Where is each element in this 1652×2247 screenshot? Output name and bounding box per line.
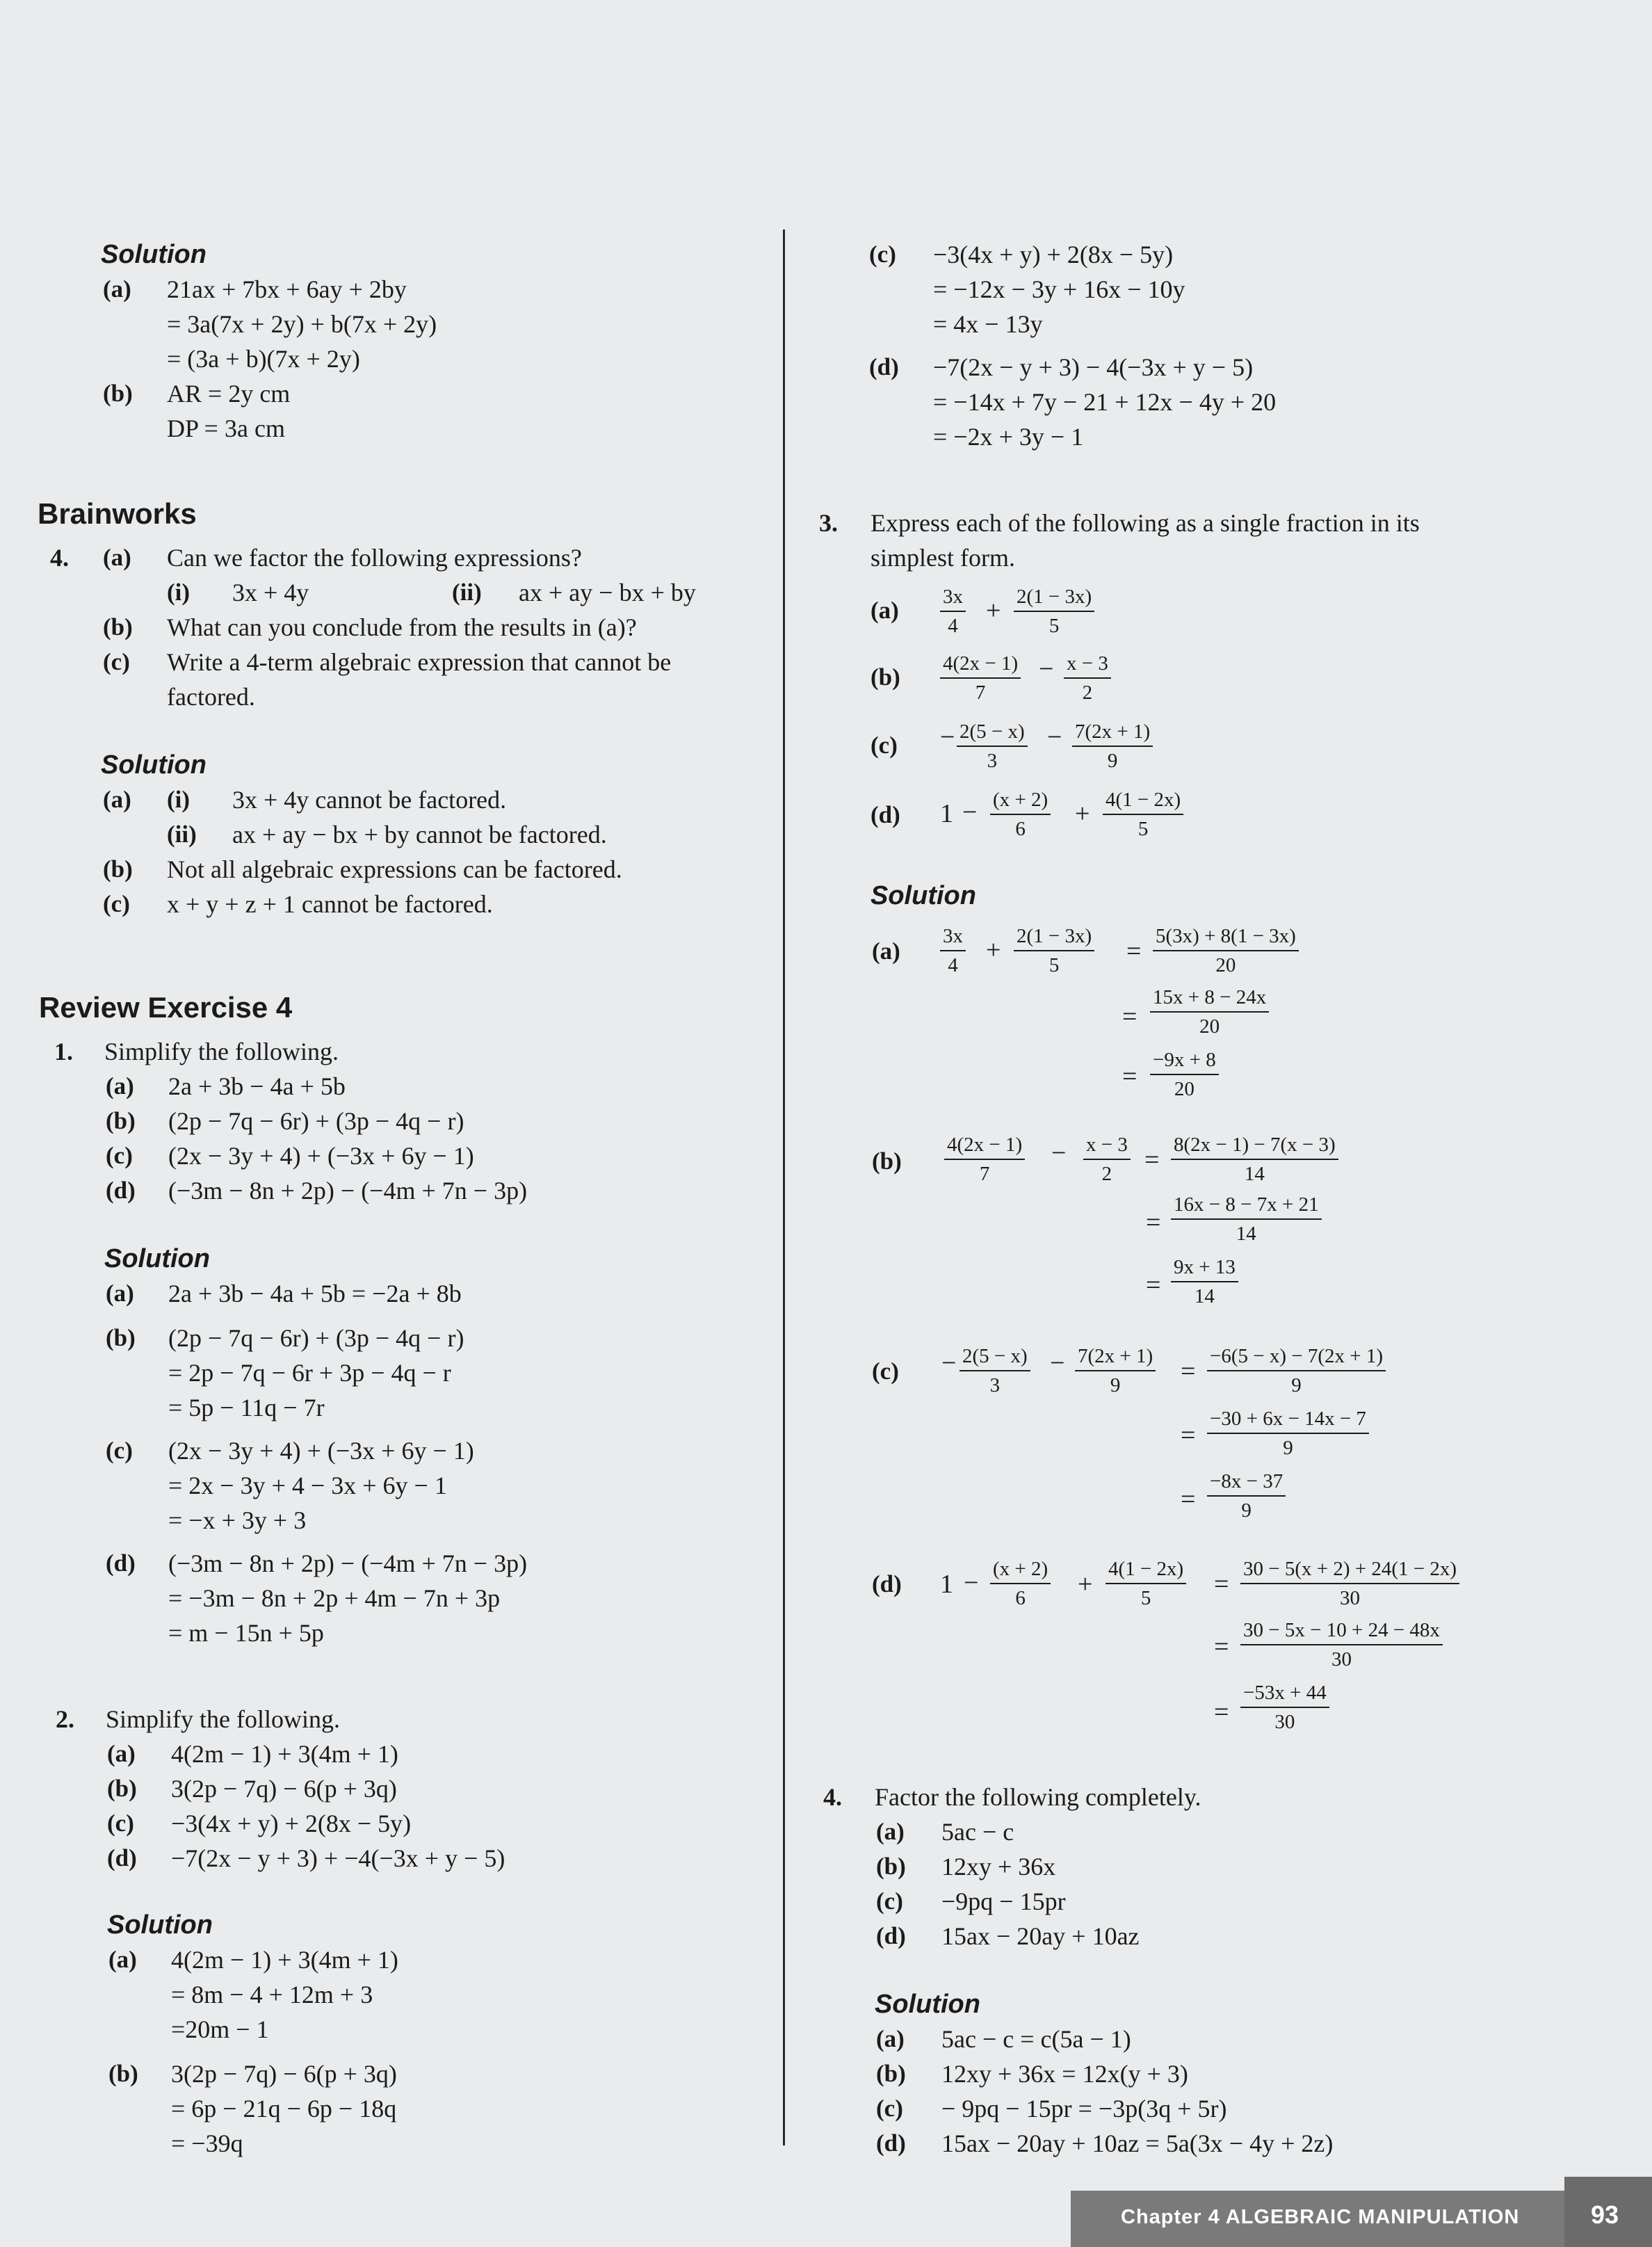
- operator: =: [1146, 1208, 1161, 1237]
- part-label: (b): [876, 1853, 906, 1880]
- question-text: simplest form.: [870, 544, 1015, 572]
- fraction: 16x − 8 − 7x + 21 14: [1171, 1192, 1322, 1246]
- operator: −: [964, 1568, 979, 1597]
- math-line: 5ac − c = c(5a − 1): [941, 2025, 1131, 2053]
- fraction: 7(2x + 1) 9: [1072, 719, 1153, 773]
- fraction: 3x 4: [940, 924, 966, 978]
- math-line: = 4x − 13y: [933, 310, 1043, 338]
- solution-heading: Solution: [870, 881, 976, 910]
- math-line: 3(2p − 7q) − 6(p + 3q): [171, 1775, 397, 1803]
- math-line: − 9pq − 15pr = −3p(3q + 5r): [941, 2095, 1227, 2123]
- fraction: x − 3 2: [1083, 1132, 1131, 1186]
- fraction: 7(2x + 1) 9: [1075, 1344, 1156, 1398]
- question-number: 4.: [50, 544, 69, 572]
- math-line: = 6p − 21q − 6p − 18q: [171, 2095, 397, 2123]
- math-line: 15ax − 20ay + 10az = 5a(3x − 4y + 2z): [941, 2129, 1334, 2157]
- part-label: (b): [103, 613, 133, 641]
- fraction: −30 + 6x − 14x − 7 9: [1207, 1406, 1369, 1460]
- math-line: (−3m − 8n + 2p) − (−4m + 7n − 3p): [168, 1177, 528, 1205]
- operator: =: [1214, 1698, 1229, 1727]
- fraction: 2(1 − 3x) 5: [1014, 924, 1094, 978]
- operator: −: [940, 723, 955, 752]
- chapter-label: Chapter 4: [1121, 2206, 1220, 2228]
- fraction: 2(5 − x) 3: [957, 719, 1028, 773]
- math-line: 3x + 4y: [232, 579, 309, 606]
- solution-heading: Solution: [101, 750, 206, 780]
- operator: =: [1144, 1145, 1160, 1175]
- part-label: (a): [103, 544, 131, 571]
- fraction: −9x + 8 20: [1150, 1047, 1219, 1102]
- math-line: 5ac − c: [941, 1818, 1014, 1846]
- page-number: 93: [1591, 2200, 1619, 2229]
- fraction: 4(1 − 2x) 5: [1103, 787, 1183, 841]
- math-line: = −2x + 3y − 1: [933, 423, 1084, 451]
- part-label: (d): [869, 353, 899, 380]
- solution-heading: Solution: [107, 1910, 213, 1940]
- fraction: 2(1 − 3x) 5: [1014, 584, 1094, 638]
- operator: =: [1214, 1570, 1229, 1599]
- solution-heading: Solution: [104, 1244, 210, 1273]
- operator: =: [1181, 1421, 1196, 1450]
- part-label: (a): [103, 786, 131, 813]
- part-label: (a): [870, 597, 899, 624]
- part-label: (a): [876, 1818, 905, 1845]
- part-label: (c): [876, 1887, 903, 1915]
- fraction: −8x − 37 9: [1207, 1469, 1286, 1523]
- math-line: AR = 2y cm: [167, 380, 291, 408]
- part-label: (b): [107, 1775, 137, 1802]
- math-line: 12xy + 36x = 12x(y + 3): [941, 2060, 1188, 2088]
- math-line: = 8m − 4 + 12m + 3: [171, 1981, 373, 2008]
- answer-text: ax + ay − bx + by cannot be factored.: [232, 821, 607, 848]
- math-line: = 2p − 7q − 6r + 3p − 4q − r: [168, 1359, 451, 1387]
- part-label: (a): [108, 1946, 137, 1973]
- part-label: (d): [872, 1570, 902, 1597]
- part-label: (c): [103, 648, 130, 675]
- math-line: =20m − 1: [171, 2015, 269, 2043]
- part-label: (a): [103, 275, 131, 303]
- answer-text: 3x + 4y cannot be factored.: [232, 786, 507, 814]
- math-line: = 5p − 11q − 7r: [168, 1394, 325, 1422]
- fraction: 15x + 8 − 24x 20: [1150, 985, 1269, 1039]
- math-line: (−3m − 8n + 2p) − (−4m + 7n − 3p): [168, 1549, 528, 1577]
- part-label: (ii): [452, 579, 482, 606]
- operator: =: [1126, 937, 1142, 966]
- operator: =: [1214, 1632, 1229, 1661]
- question-text: Simplify the following.: [104, 1038, 339, 1065]
- operator: −: [962, 798, 978, 827]
- question-number: 3.: [819, 509, 838, 537]
- math-line: = −39q: [171, 2129, 243, 2157]
- part-label: (b): [103, 855, 133, 883]
- part-label: (c): [103, 890, 130, 917]
- operator: +: [986, 596, 1001, 625]
- question-text: What can you conclude from the results in (a)?: [167, 613, 637, 641]
- operator: +: [1075, 799, 1090, 828]
- math-line: 2a + 3b − 4a + 5b = −2a + 8b: [168, 1280, 462, 1307]
- part-label: (b): [106, 1324, 136, 1351]
- fraction: (x + 2) 6: [990, 787, 1051, 841]
- part-label: (a): [106, 1072, 134, 1100]
- operator: =: [1122, 1002, 1137, 1031]
- math-line: −7(2x − y + 3) + −4(−3x + y − 5): [171, 1844, 505, 1872]
- chapter-title: [1121, 2206, 1519, 2229]
- operator: −: [1051, 1138, 1067, 1168]
- math-line: 2a + 3b − 4a + 5b: [168, 1072, 346, 1100]
- math-line: (2x − 3y + 4) + (−3x + 6y − 1): [168, 1142, 474, 1170]
- part-label: (d): [106, 1549, 136, 1577]
- math-line: = (3a + b)(7x + 2y): [167, 345, 360, 373]
- part-label: (d): [876, 1922, 906, 1949]
- operator: +: [1078, 1570, 1093, 1599]
- part-label: (ii): [167, 821, 197, 848]
- math-line: = 2x − 3y + 4 − 3x + 6y − 1: [168, 1472, 447, 1499]
- fraction: 3x 4: [940, 584, 966, 638]
- fraction: 5(3x) + 8(1 − 3x) 20: [1153, 924, 1299, 978]
- part-label: (d): [107, 1844, 137, 1871]
- part-label: (d): [876, 2129, 906, 2157]
- math-line: = m − 15n + 5p: [168, 1619, 324, 1647]
- part-label: (a): [872, 937, 900, 965]
- math-line: = −12x − 3y + 16x − 10y: [933, 275, 1185, 303]
- part-label: (d): [106, 1177, 136, 1204]
- part-label: (c): [869, 241, 896, 268]
- math-line: 3(2p − 7q) − 6(p + 3q): [171, 2060, 397, 2088]
- question-number: 1.: [54, 1038, 73, 1065]
- solution-heading: Solution: [101, 240, 206, 269]
- fraction: −53x + 44 30: [1240, 1680, 1329, 1734]
- solution-heading: Solution: [875, 1990, 980, 2019]
- math-line: ax + ay − bx + by: [519, 579, 696, 606]
- question-text: Factor the following completely.: [875, 1783, 1201, 1811]
- part-label: (i): [167, 579, 191, 606]
- column-divider: [783, 229, 785, 2145]
- answer-text: Not all algebraic expressions can be factored.: [167, 855, 622, 883]
- part-label: (b): [106, 1107, 136, 1134]
- answer-text: x + y + z + 1 cannot be factored.: [167, 890, 493, 918]
- math-line: (2x − 3y + 4) + (−3x + 6y − 1): [168, 1437, 474, 1465]
- question-text: Can we factor the following expressions?: [167, 544, 582, 572]
- operator: −: [1047, 723, 1062, 752]
- fraction: 30 − 5x − 10 + 24 − 48x 30: [1240, 1618, 1443, 1672]
- question-text: factored.: [167, 683, 255, 711]
- math-line: 4(2m − 1) + 3(4m + 1): [171, 1740, 398, 1768]
- operator: −: [1050, 1348, 1065, 1378]
- math-line: (2p − 7q − 6r) + (3p − 4q − r): [168, 1324, 464, 1352]
- part-label: (a): [876, 2025, 905, 2052]
- chapter-name: ALGEBRAIC MANIPULATION: [1225, 2206, 1520, 2228]
- fraction: 4(2x − 1) 7: [940, 651, 1021, 705]
- part-label: (i): [167, 786, 191, 813]
- part-label: (a): [107, 1740, 136, 1767]
- question-number: 2.: [56, 1705, 74, 1733]
- part-label: (b): [108, 2060, 138, 2087]
- operator: −: [1039, 654, 1054, 684]
- question-text: Write a 4-term algebraic expression that cannot be: [167, 648, 672, 676]
- part-label: (c): [872, 1358, 899, 1385]
- operator: =: [1122, 1062, 1137, 1091]
- question-number: 4.: [823, 1783, 842, 1811]
- math-line: 21ax + 7bx + 6ay + 2by: [167, 275, 407, 303]
- operator: =: [1181, 1357, 1196, 1386]
- part-label: (d): [870, 801, 900, 828]
- fraction: 9x + 13 14: [1171, 1255, 1238, 1309]
- fraction: 8(2x − 1) − 7(x − 3) 14: [1171, 1132, 1338, 1186]
- math-line: = −x + 3y + 3: [168, 1506, 307, 1534]
- part-label: (c): [106, 1142, 133, 1169]
- math-line: −3(4x + y) + 2(8x − 5y): [933, 241, 1174, 268]
- math-line: = 3a(7x + 2y) + b(7x + 2y): [167, 310, 437, 338]
- operator: =: [1181, 1485, 1196, 1514]
- math-line: = −14x + 7y − 21 + 12x − 4y + 20: [933, 388, 1277, 416]
- fraction: 2(5 − x) 3: [959, 1344, 1030, 1398]
- math-line: −3(4x + y) + 2(8x − 5y): [171, 1810, 412, 1837]
- operator: 1: [940, 799, 953, 828]
- part-label: (a): [106, 1280, 134, 1307]
- math-line: (2p − 7q − 6r) + (3p − 4q − r): [168, 1107, 464, 1135]
- part-label: (b): [872, 1147, 902, 1175]
- part-label: (c): [107, 1810, 134, 1837]
- part-label: (b): [870, 663, 900, 691]
- math-line: −7(2x − y + 3) − 4(−3x + y − 5): [933, 353, 1254, 381]
- section-heading-review: Review Exercise 4: [39, 991, 293, 1024]
- fraction: 30 − 5(x + 2) + 24(1 − 2x) 30: [1240, 1556, 1459, 1611]
- question-text: Simplify the following.: [106, 1705, 340, 1733]
- fraction: −6(5 − x) − 7(2x + 1) 9: [1207, 1344, 1386, 1398]
- fraction: x − 3 2: [1064, 651, 1111, 705]
- operator: +: [986, 935, 1001, 965]
- section-heading-brainworks: Brainworks: [38, 497, 197, 530]
- math-line: = −3m − 8n + 2p + 4m − 7n + 3p: [168, 1584, 501, 1612]
- part-label: (c): [876, 2095, 903, 2122]
- operator: =: [1146, 1271, 1161, 1300]
- math-line: 15ax − 20ay + 10az: [941, 1922, 1140, 1950]
- math-line: 4(2m − 1) + 3(4m + 1): [171, 1946, 398, 1974]
- part-label: (b): [103, 380, 133, 407]
- fraction: (x + 2) 6: [990, 1556, 1051, 1611]
- part-label: (c): [870, 732, 898, 759]
- math-line: 12xy + 36x: [941, 1853, 1056, 1880]
- fraction: 4(1 − 2x) 5: [1106, 1556, 1186, 1611]
- question-text: Express each of the following as a single fraction in its: [870, 509, 1420, 537]
- math-line: DP = 3a cm: [167, 414, 285, 442]
- operator: 1: [940, 1570, 953, 1599]
- part-label: (c): [106, 1437, 133, 1464]
- fraction: 4(2x − 1) 7: [944, 1132, 1025, 1186]
- part-label: (b): [876, 2060, 906, 2087]
- operator: −: [941, 1348, 957, 1378]
- math-line: −9pq − 15pr: [941, 1887, 1066, 1915]
